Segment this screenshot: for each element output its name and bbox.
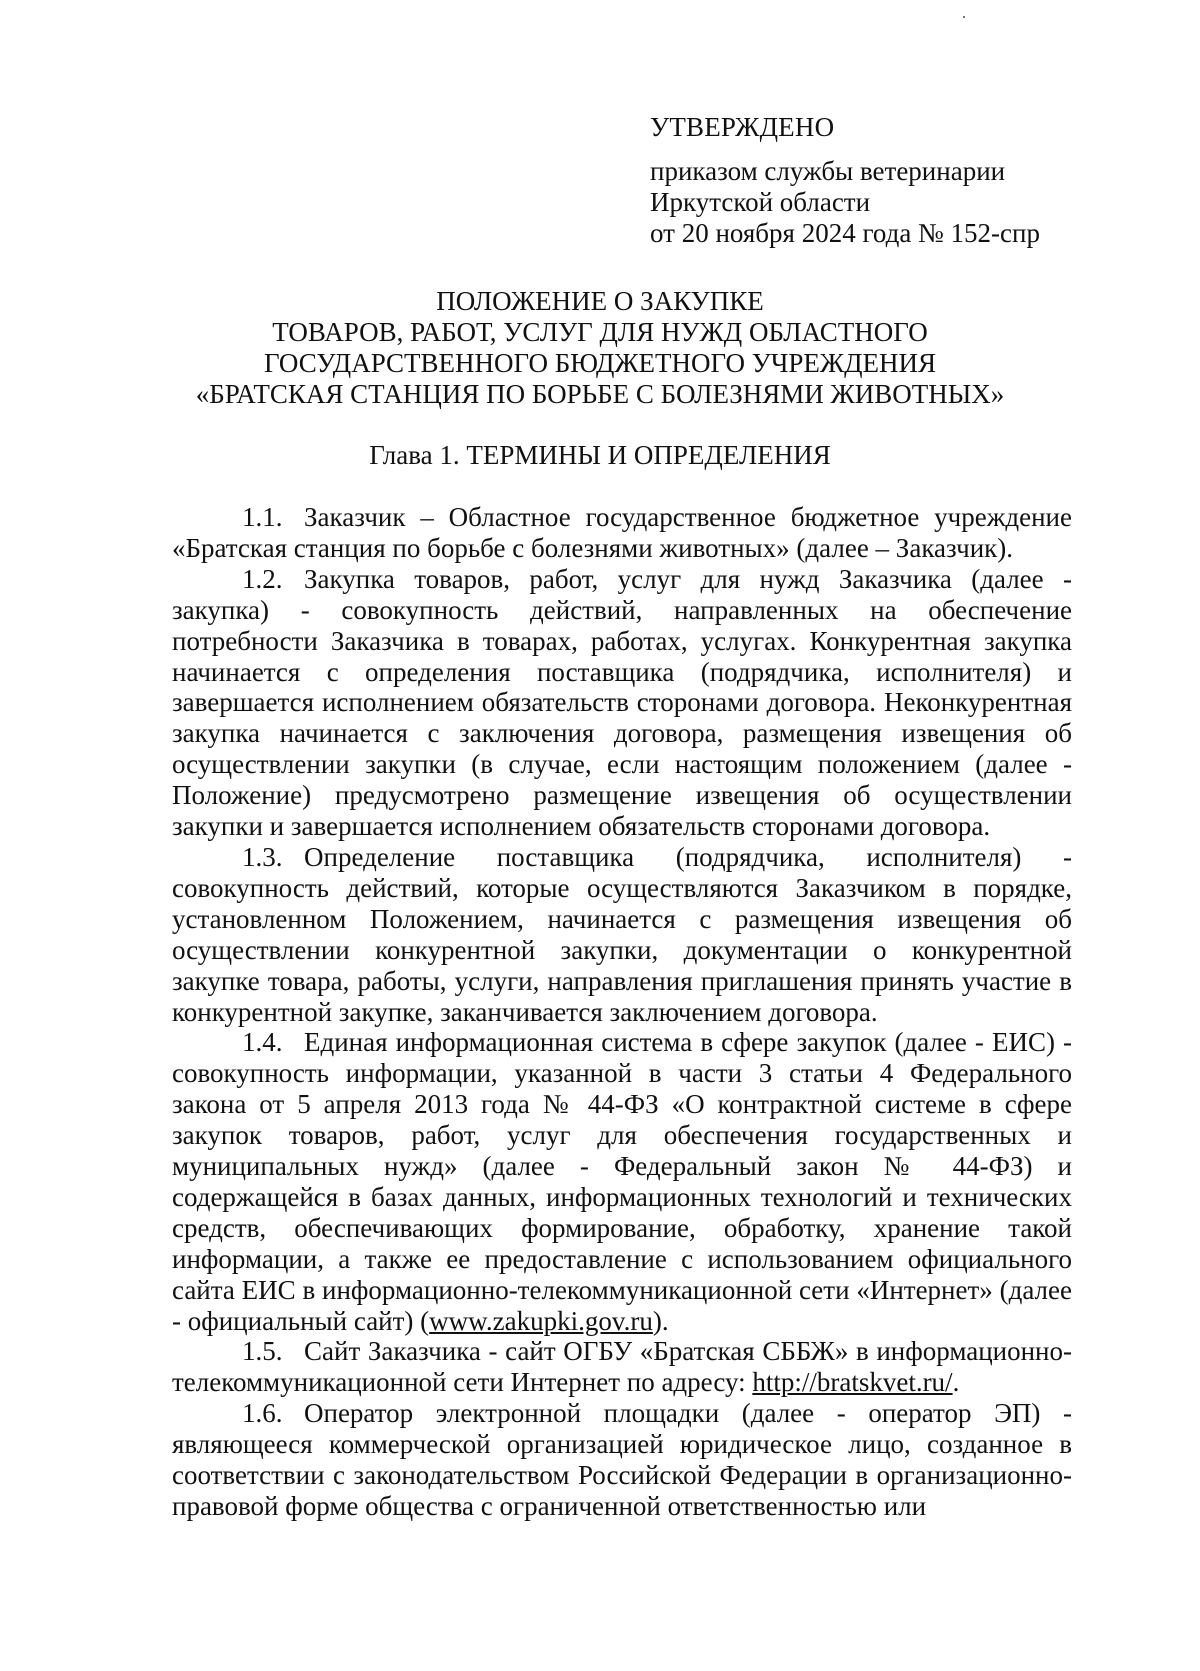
clause-text: Оператор электронной площадки (далее - оператор ЭП) - являющееся коммерческой организацией юридическое лицо, созданное в соответствии с законодательством Российской Федерации в организационно-правовой форме общества с ограниченной ответственностью или <box>172 1398 1072 1521</box>
customer-site-link[interactable]: http://bratskvet.ru/ <box>752 1367 953 1398</box>
approval-line: от 20 ноября 2024 года № 152-спр <box>650 218 1040 248</box>
approval-line: Иркутской области <box>650 187 871 217</box>
clause-number: 1.5. <box>242 1336 283 1367</box>
clause-1-5 <box>172 1336 1072 1398</box>
clause-number: 1.1. <box>242 502 283 532</box>
clause-1-6 <box>172 1398 1072 1522</box>
scan-speck <box>963 16 965 18</box>
clause-text: . <box>952 1367 960 1398</box>
clause-text: Единая информационная система в сфере закупок (далее - ЕИС) - совокупность информации, указанной в части 3 статьи 4 Федерального закона от 5 апреля 2013 года № 44-ФЗ «О контрактной системе в сфере закупок товаров, работ, услуг для обеспечения государственных и муниципальных нужд» (далее - Федеральный закон № 44-ФЗ) и содержащейся в базах данных, информационных технологий и технических средств, обеспечивающих формирование, обработку, хранение такой информации, а также ее предоставление с использованием официального сайта ЕИС в информационно-телекоммуникационной сети «Интернет» (далее - официальный сайт) ( <box>172 1027 1072 1336</box>
approval-title: УТВЕРЖДЕНО <box>650 112 835 142</box>
clause-number: 1.3. <box>242 841 283 872</box>
clause-text: Заказчик – Областное государственное бюджетное учреждение «Братская станция по борьбе с болезнями животных» (далее – Заказчик). <box>172 502 1072 563</box>
clause-number: 1.2. <box>242 563 283 594</box>
clause-text: ). <box>652 1305 669 1336</box>
clause-number: 1.6. <box>242 1398 283 1429</box>
clause-1-1 <box>172 502 1072 564</box>
title-line: «БРАТСКАЯ СТАНЦИЯ ПО БОРЬБЕ С БОЛЕЗНЯМИ ЖИВОТНЫХ» <box>195 379 1005 409</box>
approval-line: приказом службы ветеринарии <box>650 156 1006 186</box>
clause-1-2 <box>172 564 1072 842</box>
clause-text: Закупка товаров, работ, услуг для нужд Заказчика (далее - закупка) - совокупность действий, направленных на обеспечение потребности Заказчика в товарах, работах, услугах. Конкурентная закупка начинается с определения поставщика (подрядчика, исполнителя) и завершается исполнением обязательств сторонами договора. Неконкурентная закупка начинается с заключения договора, размещения извещения об осуществлении закупки (в случае, если настоящим положением (далее - Положение) предусмотрено размещение извещения об осуществлении закупки и завершается исполнением обязательств сторонами договора. <box>172 563 1072 842</box>
clause-1-4 <box>172 1027 1072 1336</box>
clause-text: Сайт Заказчика - сайт ОГБУ «Братская СББЖ» в информационно-телекоммуникационной сети Интернет по адресу: <box>172 1336 1072 1398</box>
zakupki-link[interactable]: www.zakupki.gov.ru <box>429 1305 653 1336</box>
clause-1-3 <box>172 842 1072 1027</box>
document-title <box>150 286 1050 410</box>
title-line: ГОСУДАРСТВЕННОГО БЮДЖЕТНОГО УЧРЕЖДЕНИЯ <box>263 348 937 378</box>
title-line: ТОВАРОВ, РАБОТ, УСЛУГ ДЛЯ НУЖД ОБЛАСТНОГО <box>272 317 928 347</box>
approval-stamp <box>650 112 1040 249</box>
document-body <box>172 502 1072 1522</box>
clause-text: Определение поставщика (подрядчика, исполнителя) - совокупность действий, которые осуществляются Заказчиком в порядке, установленном Положением, начинается с размещения извещения об осуществлении конкурентной закупки, документации о конкурентной закупке товара, работы, услуги, направления приглашения принять участие в конкурентной закупке, заканчивается заключением договора. <box>172 841 1072 1027</box>
chapter-heading: Глава 1. ТЕРМИНЫ И ОПРЕДЕЛЕНИЯ <box>369 440 831 470</box>
title-line: ПОЛОЖЕНИЕ О ЗАКУПКЕ <box>436 286 764 316</box>
clause-number: 1.4. <box>242 1027 283 1058</box>
